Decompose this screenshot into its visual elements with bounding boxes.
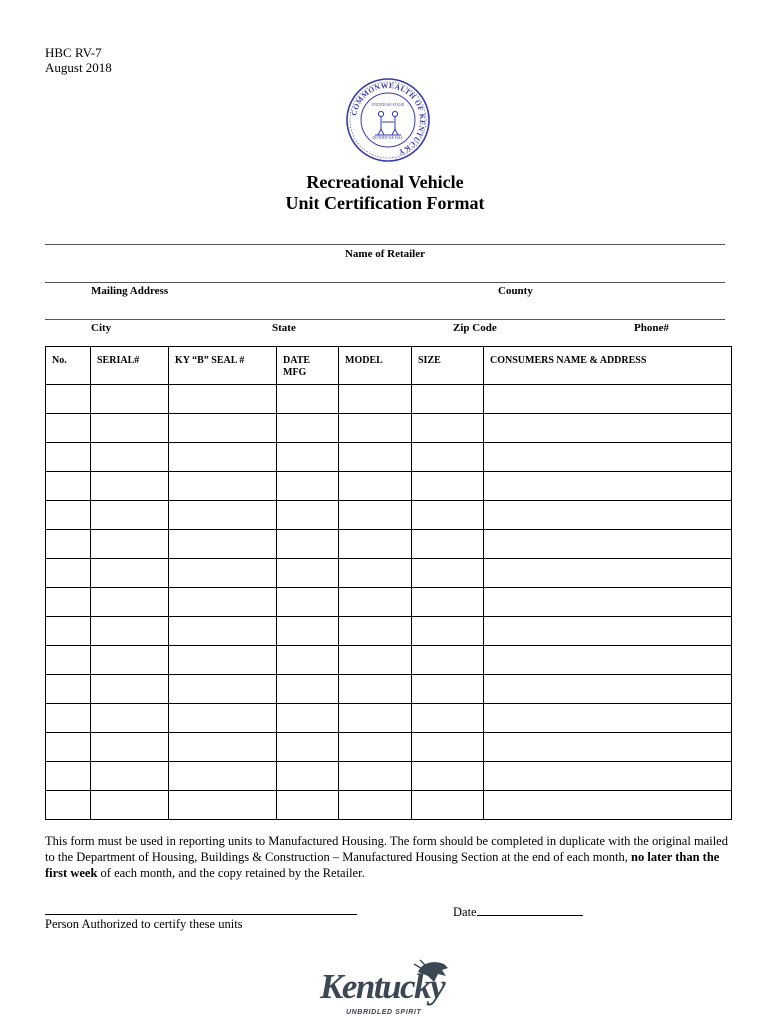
table-cell[interactable] bbox=[277, 791, 339, 820]
table-cell[interactable] bbox=[91, 414, 169, 443]
table-cell[interactable] bbox=[484, 530, 732, 559]
city-line[interactable] bbox=[45, 319, 725, 320]
table-cell[interactable] bbox=[91, 559, 169, 588]
table-row bbox=[46, 646, 732, 675]
table-cell[interactable] bbox=[412, 617, 484, 646]
table-cell[interactable] bbox=[277, 559, 339, 588]
retailer-line[interactable] bbox=[45, 244, 725, 245]
city-label: City bbox=[91, 322, 112, 334]
kentucky-logo bbox=[318, 958, 453, 1018]
table-cell[interactable] bbox=[91, 501, 169, 530]
logo-tagline: UNBRIDLED SPIRIT bbox=[346, 1009, 422, 1016]
table-cell[interactable] bbox=[484, 559, 732, 588]
form-code: HBC RV-7 bbox=[45, 45, 102, 60]
table-cell[interactable] bbox=[277, 443, 339, 472]
table-cell[interactable] bbox=[339, 588, 412, 617]
table-cell[interactable] bbox=[169, 704, 277, 733]
table-cell[interactable] bbox=[46, 675, 91, 704]
table-cell[interactable] bbox=[484, 501, 732, 530]
table-cell[interactable] bbox=[277, 704, 339, 733]
table-cell[interactable] bbox=[46, 617, 91, 646]
table-cell[interactable] bbox=[91, 704, 169, 733]
table-cell[interactable] bbox=[339, 675, 412, 704]
table-cell[interactable] bbox=[484, 646, 732, 675]
table-row bbox=[46, 385, 732, 414]
table-cell[interactable] bbox=[91, 588, 169, 617]
table-cell[interactable] bbox=[339, 559, 412, 588]
table-row bbox=[46, 559, 732, 588]
table-row bbox=[46, 704, 732, 733]
signature-label: Person Authorized to certify these units bbox=[45, 917, 243, 931]
table-cell[interactable] bbox=[412, 385, 484, 414]
table-cell[interactable] bbox=[277, 472, 339, 501]
table-cell[interactable] bbox=[169, 385, 277, 414]
mailing-address-label: Mailing Address bbox=[91, 285, 169, 297]
table-cell[interactable] bbox=[339, 617, 412, 646]
table-cell[interactable] bbox=[91, 733, 169, 762]
table-row bbox=[46, 762, 732, 791]
zip-label: Zip Code bbox=[453, 322, 497, 334]
table-cell[interactable] bbox=[484, 733, 732, 762]
col-header-seal: KY “B” SEAL # bbox=[169, 347, 277, 385]
table-cell[interactable] bbox=[169, 617, 277, 646]
date-line[interactable] bbox=[477, 902, 583, 916]
table-cell[interactable] bbox=[169, 472, 277, 501]
table-row bbox=[46, 791, 732, 820]
col-header-model: MODEL bbox=[339, 347, 412, 385]
table-row bbox=[46, 675, 732, 704]
table-cell[interactable] bbox=[46, 530, 91, 559]
table-cell[interactable] bbox=[277, 762, 339, 791]
table-cell[interactable] bbox=[412, 443, 484, 472]
date-label: Date bbox=[453, 905, 477, 919]
table-row bbox=[46, 472, 732, 501]
table-cell[interactable] bbox=[277, 530, 339, 559]
table-cell[interactable] bbox=[484, 704, 732, 733]
table-cell[interactable] bbox=[484, 675, 732, 704]
table-cell[interactable] bbox=[484, 588, 732, 617]
table-cell[interactable] bbox=[169, 588, 277, 617]
table-cell[interactable] bbox=[412, 646, 484, 675]
date-field[interactable] bbox=[453, 902, 583, 920]
table-row bbox=[46, 588, 732, 617]
table-cell[interactable] bbox=[412, 791, 484, 820]
table-cell[interactable] bbox=[46, 791, 91, 820]
units-table bbox=[45, 346, 732, 820]
table-cell[interactable] bbox=[169, 646, 277, 675]
table-cell[interactable] bbox=[46, 472, 91, 501]
table-cell[interactable] bbox=[339, 414, 412, 443]
form-date: August 2018 bbox=[45, 60, 112, 75]
logo-wordmark: Kentucky bbox=[320, 967, 445, 1006]
table-cell[interactable] bbox=[277, 414, 339, 443]
table-cell[interactable] bbox=[339, 704, 412, 733]
retailer-label: Name of Retailer bbox=[344, 248, 426, 260]
table-cell[interactable] bbox=[412, 733, 484, 762]
table-row bbox=[46, 530, 732, 559]
col-header-no: No. bbox=[46, 347, 91, 385]
table-cell[interactable] bbox=[484, 762, 732, 791]
table-cell[interactable] bbox=[277, 617, 339, 646]
table-cell[interactable] bbox=[169, 733, 277, 762]
table-cell[interactable] bbox=[339, 762, 412, 791]
table-cell[interactable] bbox=[91, 443, 169, 472]
table-cell[interactable] bbox=[277, 588, 339, 617]
table-cell[interactable] bbox=[46, 704, 91, 733]
col-header-consumer: CONSUMERS NAME & ADDRESS bbox=[484, 347, 732, 385]
table-cell[interactable] bbox=[339, 443, 412, 472]
table-cell[interactable] bbox=[412, 472, 484, 501]
table-cell[interactable] bbox=[339, 791, 412, 820]
table-cell[interactable] bbox=[91, 472, 169, 501]
table-cell[interactable] bbox=[46, 501, 91, 530]
table-header-row bbox=[46, 347, 732, 385]
table-row bbox=[46, 733, 732, 762]
table-cell[interactable] bbox=[277, 646, 339, 675]
form-title: Recreational Vehicle bbox=[306, 172, 464, 192]
table-cell[interactable] bbox=[169, 675, 277, 704]
state-seal bbox=[345, 77, 431, 163]
county-label: County bbox=[498, 285, 533, 297]
table-cell[interactable] bbox=[339, 530, 412, 559]
table-row bbox=[46, 414, 732, 443]
table-row bbox=[46, 443, 732, 472]
table-cell[interactable] bbox=[339, 646, 412, 675]
seal-motto-top: UNITED WE STAND bbox=[371, 103, 405, 107]
table-cell[interactable] bbox=[46, 443, 91, 472]
table-cell[interactable] bbox=[91, 617, 169, 646]
table-cell[interactable] bbox=[169, 443, 277, 472]
table-cell[interactable] bbox=[412, 675, 484, 704]
table-cell[interactable] bbox=[169, 414, 277, 443]
table-cell[interactable] bbox=[412, 414, 484, 443]
table-row bbox=[46, 617, 732, 646]
table-cell[interactable] bbox=[339, 385, 412, 414]
form-subtitle: Unit Certification Format bbox=[285, 193, 485, 213]
table-cell[interactable] bbox=[169, 530, 277, 559]
table-cell[interactable] bbox=[412, 704, 484, 733]
table-cell[interactable] bbox=[169, 559, 277, 588]
state-label: State bbox=[272, 322, 296, 334]
table-cell[interactable] bbox=[46, 414, 91, 443]
address-line[interactable] bbox=[45, 282, 725, 283]
table-cell[interactable] bbox=[46, 385, 91, 414]
table-cell[interactable] bbox=[91, 762, 169, 791]
table-cell[interactable] bbox=[339, 501, 412, 530]
table-cell[interactable] bbox=[169, 762, 277, 791]
table-cell[interactable] bbox=[484, 617, 732, 646]
table-cell[interactable] bbox=[46, 646, 91, 675]
table-cell[interactable] bbox=[91, 530, 169, 559]
seal-ring-text: COMMONWEALTH OF KENTUCKY bbox=[349, 80, 428, 158]
table-cell[interactable] bbox=[484, 414, 732, 443]
table-cell[interactable] bbox=[91, 675, 169, 704]
table-cell[interactable] bbox=[339, 733, 412, 762]
table-cell[interactable] bbox=[412, 762, 484, 791]
table-cell[interactable] bbox=[46, 733, 91, 762]
col-header-serial: SERIAL# bbox=[91, 347, 169, 385]
table-cell[interactable] bbox=[277, 501, 339, 530]
signature-line[interactable] bbox=[45, 914, 357, 915]
table-cell[interactable] bbox=[46, 559, 91, 588]
phone-label: Phone# bbox=[634, 322, 669, 334]
table-row bbox=[46, 501, 732, 530]
table-cell[interactable] bbox=[412, 501, 484, 530]
col-header-size: SIZE bbox=[412, 347, 484, 385]
table-cell[interactable] bbox=[169, 501, 277, 530]
table-cell[interactable] bbox=[277, 675, 339, 704]
table-cell[interactable] bbox=[484, 385, 732, 414]
col-header-date-mfg: DATE MFG bbox=[277, 347, 339, 385]
table-cell[interactable] bbox=[169, 791, 277, 820]
table-cell[interactable] bbox=[46, 762, 91, 791]
table-cell[interactable] bbox=[412, 530, 484, 559]
table-cell[interactable] bbox=[91, 385, 169, 414]
table-cell[interactable] bbox=[484, 791, 732, 820]
table-cell[interactable] bbox=[412, 559, 484, 588]
table-cell[interactable] bbox=[277, 385, 339, 414]
table-cell[interactable] bbox=[91, 646, 169, 675]
table-cell[interactable] bbox=[339, 472, 412, 501]
instructions-paragraph: This form must be used in reporting units to Manufactured Housing. The form should be completed in duplicate with the original mailed to the Department of Housing, Buildings & Construction – Manufactured Housing Section at the end of each month, no later than the first week of each month, and the copy retained by the Retailer. bbox=[45, 834, 728, 880]
table-cell[interactable] bbox=[484, 472, 732, 501]
table-cell[interactable] bbox=[412, 588, 484, 617]
seal-motto-bottom: DIVIDED WE FALL bbox=[372, 136, 404, 140]
table-cell[interactable] bbox=[484, 443, 732, 472]
table-cell[interactable] bbox=[46, 588, 91, 617]
table-cell[interactable] bbox=[91, 791, 169, 820]
table-cell[interactable] bbox=[277, 733, 339, 762]
